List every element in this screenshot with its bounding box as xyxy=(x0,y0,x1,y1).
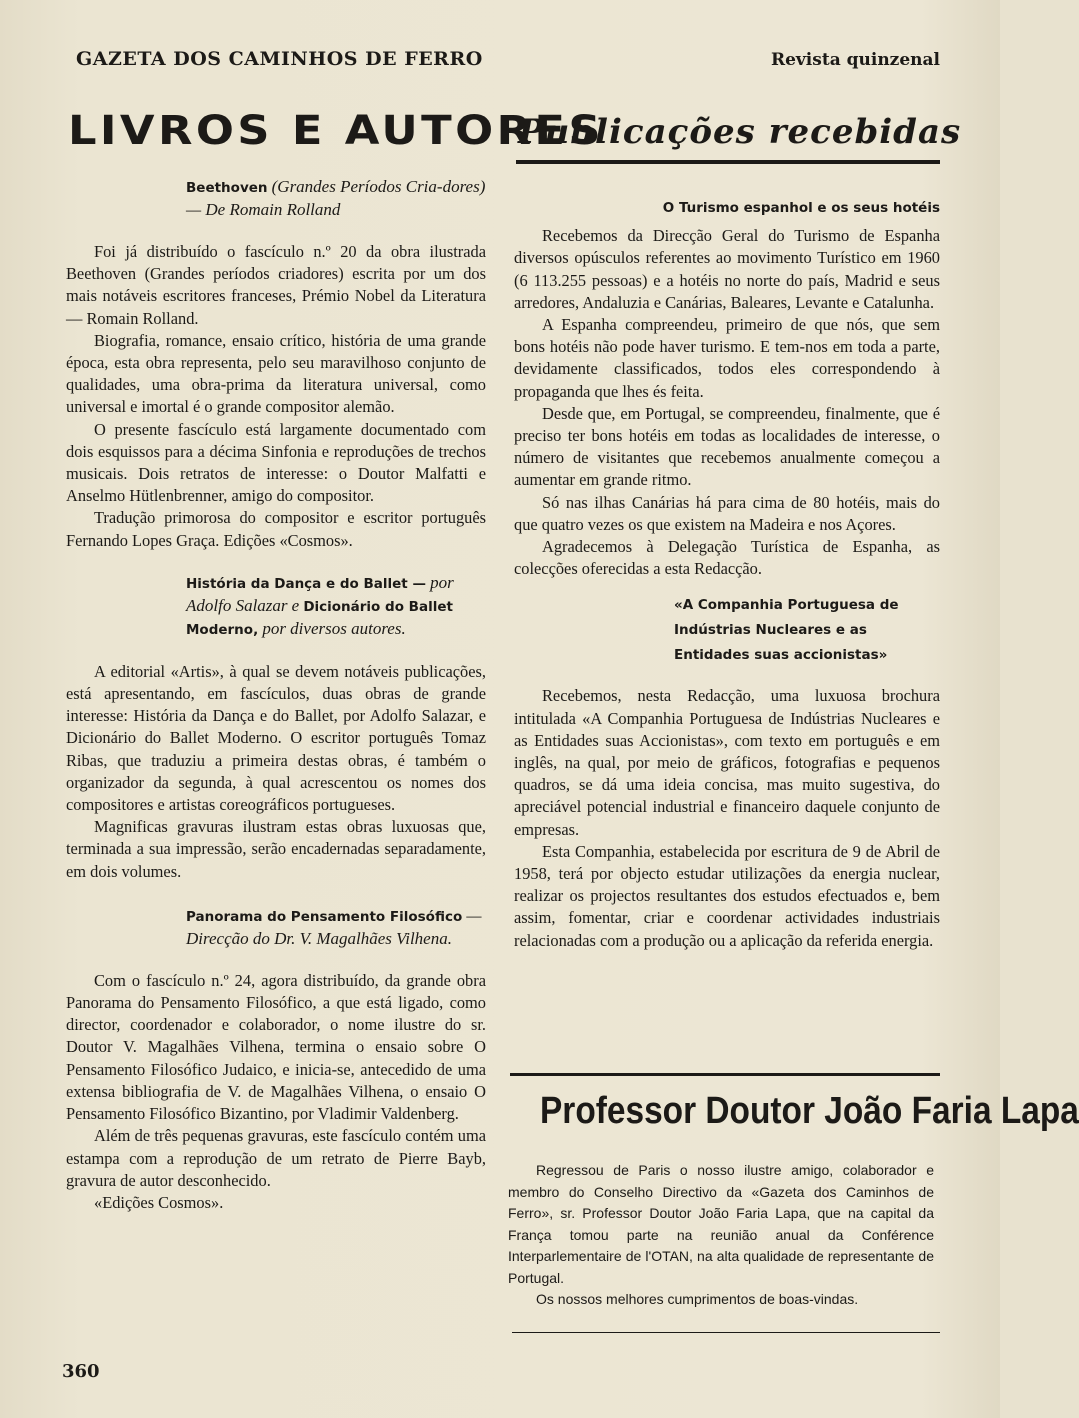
article-heading-danca: História da Dança e do Ballet — por Adolfo Salazar e Dicionário do Ballet Moderno, por diversos autores. xyxy=(186,572,454,638)
right-column xyxy=(514,196,940,952)
paragraph: A Espanha compreendeu, primeiro de que nós, que sem bons hotéis não pode haver turismo. E tem-nos em toda a parte, devidamente classificados, todos eles correspondendo à propaganda que lhes és feita. xyxy=(514,315,940,401)
paragraph: Tradução primorosa do compositor e escritor português Fernando Lopes Graça. Edições «Cosmos». xyxy=(66,508,486,550)
article-heading-panorama: Panorama do Pensamento Filosófico — Direcção do Dr. V. Magalhães Vilhena. xyxy=(186,905,482,948)
paragraph: Recebemos, nesta Redacção, uma luxuosa brochura intitulada «A Companhia Portuguesa de Indústrias Nucleares e as Entidades suas Accionistas», com texto em português e em inglês, na qual, por meio de gráficos, fotografias e pequenos quadros, se dá uma ideia concisa, mas muito sugestiva, do apreciável potencial industrial e financeiro daquele conjunto de empresas. xyxy=(514,686,940,839)
paragraph: Recebemos da Direcção Geral do Turismo de Espanha diversos opúsculos referentes ao movimento Turístico em 1960 (6 113.255 pessoas) e a hotéis no norte do país, Madrid e seus arredores, Andaluzia e Canárias, Baleares, Levante e Catalunha. xyxy=(514,226,940,312)
paragraph: Com o fascículo n.º 24, agora distribuído, da grande obra Panorama do Pensamento Filosófico, a que está ligado, como director, coordenador e colaborador, o nome ilustre do sr. Doutor V. Magalhães Vilhena, termina o ensaio sobre O Pensamento Filosófico Judaico, e inicia-se, antecedido de uma extensa bibliografia de V. de Magalhães Vilhena, o ensaio O Pensamento Filosófico Bizantino, por Vladimir Valdenberg. xyxy=(66,970,486,1124)
professor-article xyxy=(508,1160,934,1311)
paragraph: A editorial «Artis», à qual se devem notáveis publicações, está apresentando, em fascículos, duas obras de grande interesse: História da Dança e do Ballet, por Adolfo Salazar, e Dicionário do Ballet Moderno. O escritor português Tomaz Ribas, que traduziu a primeira destas obras, é também o organizador da segunda, à qual acrescentou os nomes dos compositores e artistas coreográficos portugueses. xyxy=(66,661,486,815)
box-rule-bottom xyxy=(512,1332,940,1333)
paragraph: Além de três pequenas gravuras, este fascículo contém uma estampa com a reprodução de um retrato de Pierre Bayb, gravura de autor desconhecido. xyxy=(66,1126,486,1190)
paragraph: Biografia, romance, ensaio crítico, história de uma grande época, esta obra representa, pelo seu maravilhoso conjunto de qualidades, uma obra-prima da literatura universal, como universal e imortal é o grande compositor alemão. xyxy=(66,330,486,417)
professor-headline: Professor Doutor João Faria Lapa xyxy=(540,1090,1079,1132)
running-header-title: GAZETA DOS CAMINHOS DE FERRO xyxy=(76,48,483,70)
paragraph: O presente fascículo está largamente documentado com dois esquissos para a décima Sinfonia e reproduções de trechos musicais. Dois retratos de interesse: o Doutor Malfatti e Anselmo Hütlenbrenner, amigo do compositor. xyxy=(66,419,486,506)
paragraph: Desde que, em Portugal, se compreendeu, finalmente, que é preciso ter bons hotéis em todas as localidades de interesse, o número de visitantes que recebemos anualmente começou a aumentar em grande ritmo. xyxy=(514,403,940,490)
paragraph: «Edições Cosmos». xyxy=(94,1192,224,1212)
article-heading-beethoven: Beethoven (Grandes Períodos Cria-dores) — De Romain Rolland xyxy=(186,177,486,219)
page-number: 360 xyxy=(62,1361,100,1382)
left-column xyxy=(66,176,486,1214)
paragraph: Regressou de Paris o nosso ilustre amigo, colaborador e membro do Conselho Directivo da «Gazeta dos Caminhos de Ferro», sr. Professor Doutor João Faria Lapa, que na capital da França tomou parte na reunião anual da Conférence Interparlementaire de l'OTAN, na alta qualidade de representante de Portugal. xyxy=(508,1162,934,1286)
section-title-publicacoes: Publicações recebidas xyxy=(518,112,962,152)
paragraph: Agradecemos à Delegação Turística de Espanha, as colecções oferecidas a esta Redacção. xyxy=(514,537,940,579)
section-rule xyxy=(516,160,940,164)
paragraph: Esta Companhia, estabelecida por escritura de 9 de Abril de 1958, terá por objecto estudar utilizações da energia nuclear, realizar os projectos resultantes dos estudos efectuados e, bem assim, fomentar, criar e coordenar actividades industriais relacionadas com a produção ou a aplicação da referida energia. xyxy=(514,841,940,950)
article-heading-turismo: O Turismo espanhol e os seus hotéis xyxy=(662,200,940,216)
paragraph: Os nossos melhores cumprimentos de boas-vindas. xyxy=(536,1291,859,1307)
article-heading-companhia: «A Companhia Portuguesa de Indústrias Nucleares e as Entidades suas accionistas» xyxy=(674,597,899,664)
paragraph: Só nas ilhas Canárias há para cima de 80 hotéis, mais do que quatro vezes os que existem na Madeira e nos Açores. xyxy=(514,492,940,534)
section-title-livros: LIVROS E AUTORES xyxy=(68,108,604,154)
paragraph: Magnificas gravuras ilustram estas obras luxuosas que, terminada a sua impressão, serão encadernadas separadamente, em dois volumes. xyxy=(66,817,486,881)
box-rule xyxy=(510,1073,940,1076)
paragraph: Foi já distribuído o fascículo n.º 20 da obra ilustrada Beethoven (Grandes períodos criadores) escrita por um dos mais notáveis escritores franceses, Prémio Nobel da Literatura — Romain Rolland. xyxy=(66,242,486,328)
running-header-subtitle: Revista quinzenal xyxy=(770,50,940,70)
